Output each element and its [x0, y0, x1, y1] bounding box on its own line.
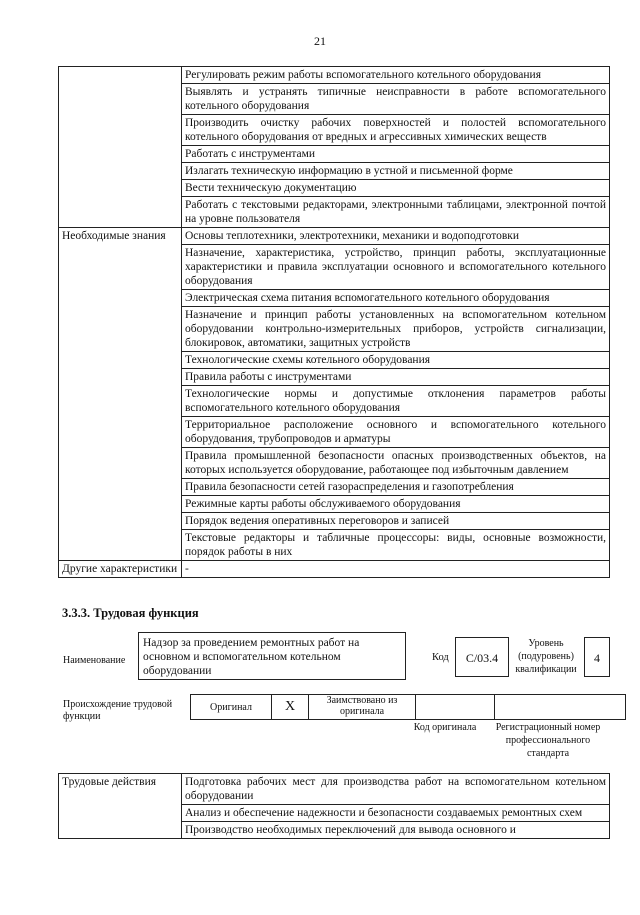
knowledge-item: Текстовые редакторы и табличные процессоры: виды, основные возможности, порядок работы в них — [182, 530, 610, 561]
knowledge-item: Назначение, характеристика, устройство, принцип работы, эксплуатационные характеристики и правила эксплуатации основного и вспомогательного котельного оборудования — [182, 245, 610, 290]
action-item: Анализ и обеспечение надежности и безопасности создаваемых ремонтных схем — [182, 805, 610, 822]
skills-label-cell — [59, 67, 182, 228]
knowledge-item: Режимные карты работы обслуживаемого оборудования — [182, 496, 610, 513]
skill-item: Регулировать режим работы вспомогательного котельного оборудования — [182, 67, 610, 84]
function-code: С/03.4 — [455, 637, 509, 677]
labor-actions-label: Трудовые действия — [59, 774, 182, 839]
registration-number-cell — [495, 695, 626, 720]
original-mark: X — [272, 695, 309, 720]
skill-item: Выявлять и устранять типичные неисправности в работе вспомогательного котельного оборудования — [182, 84, 610, 115]
other-characteristics-label: Другие характеристики — [59, 561, 182, 578]
function-requirements-table — [58, 66, 610, 578]
origin-table — [190, 694, 626, 720]
skill-item: Работать с текстовыми редакторами, электронными таблицами, электронной почтой на уровне пользователя — [182, 197, 610, 228]
labor-actions-table — [58, 773, 610, 839]
original-label: Оригинал — [191, 695, 272, 720]
knowledge-item: Назначение и принцип работы установленных на вспомогательном котельном оборудовании контрольно-измерительных приборов, устройств сигнализации, блокировок, автоматики, защитных устройств — [182, 307, 610, 352]
table-row — [59, 561, 610, 578]
knowledge-item: Технологические нормы и допустимые отклонения параметров работы вспомогательного котельного оборудования — [182, 386, 610, 417]
table-row — [59, 67, 610, 84]
knowledge-item: Территориальное расположение основного и вспомогательного котельного оборудования, трубопроводов и арматуры — [182, 417, 610, 448]
name-label: Наименование — [63, 655, 126, 666]
skill-item: Работать с инструментами — [182, 146, 610, 163]
table-row — [59, 228, 610, 245]
section-title: 3.3.3. Трудовая функция — [62, 606, 199, 620]
knowledge-item: Порядок ведения оперативных переговоров и записей — [182, 513, 610, 530]
qualification-level-label: Уровень (подуровень) квалификации — [515, 638, 577, 675]
borrowed-label: Заимствовано из оригинала — [309, 695, 416, 720]
table-row — [191, 695, 626, 720]
original-code-caption: Код оригинала — [413, 722, 477, 733]
code-label: Код — [432, 652, 449, 663]
skill-item: Вести техническую документацию — [182, 180, 610, 197]
other-characteristics-value: - — [182, 561, 610, 578]
action-item: Производство необходимых переключений для вывода основного и — [182, 822, 610, 839]
knowledge-item: Технологические схемы котельного оборудования — [182, 352, 610, 369]
knowledge-item: Правила промышленной безопасности опасных производственных объектов, на которых используется оборудование, работающее под избыточным давлением — [182, 448, 610, 479]
action-item: Подготовка рабочих мест для производства работ на вспомогательном котельном оборудовании — [182, 774, 610, 805]
origin-label: Происхождение трудовой функции — [63, 699, 173, 722]
table-row — [59, 774, 610, 805]
function-name: Надзор за проведением ремонтных работ на основном и вспомогательном котельном оборудовании — [138, 632, 406, 680]
knowledge-item: Основы теплотехники, электротехники, механики и водоподготовки — [182, 228, 610, 245]
page-number: 21 — [314, 34, 326, 48]
registration-number-caption: Регистрационный номер профессионального стандарта — [495, 722, 601, 759]
original-code-cell — [416, 695, 495, 720]
qualification-level: 4 — [584, 637, 610, 677]
knowledge-label: Необходимые знания — [59, 228, 182, 561]
skill-item: Излагать техническую информацию в устной и письменной форме — [182, 163, 610, 180]
knowledge-item: Электрическая схема питания вспомогательного котельного оборудования — [182, 290, 610, 307]
knowledge-item: Правила работы с инструментами — [182, 369, 610, 386]
knowledge-item: Правила безопасности сетей газораспределения и газопотребления — [182, 479, 610, 496]
skill-item: Производить очистку рабочих поверхностей и полостей вспомогательного котельного оборудования от вредных и агрессивных химических веществ — [182, 115, 610, 146]
